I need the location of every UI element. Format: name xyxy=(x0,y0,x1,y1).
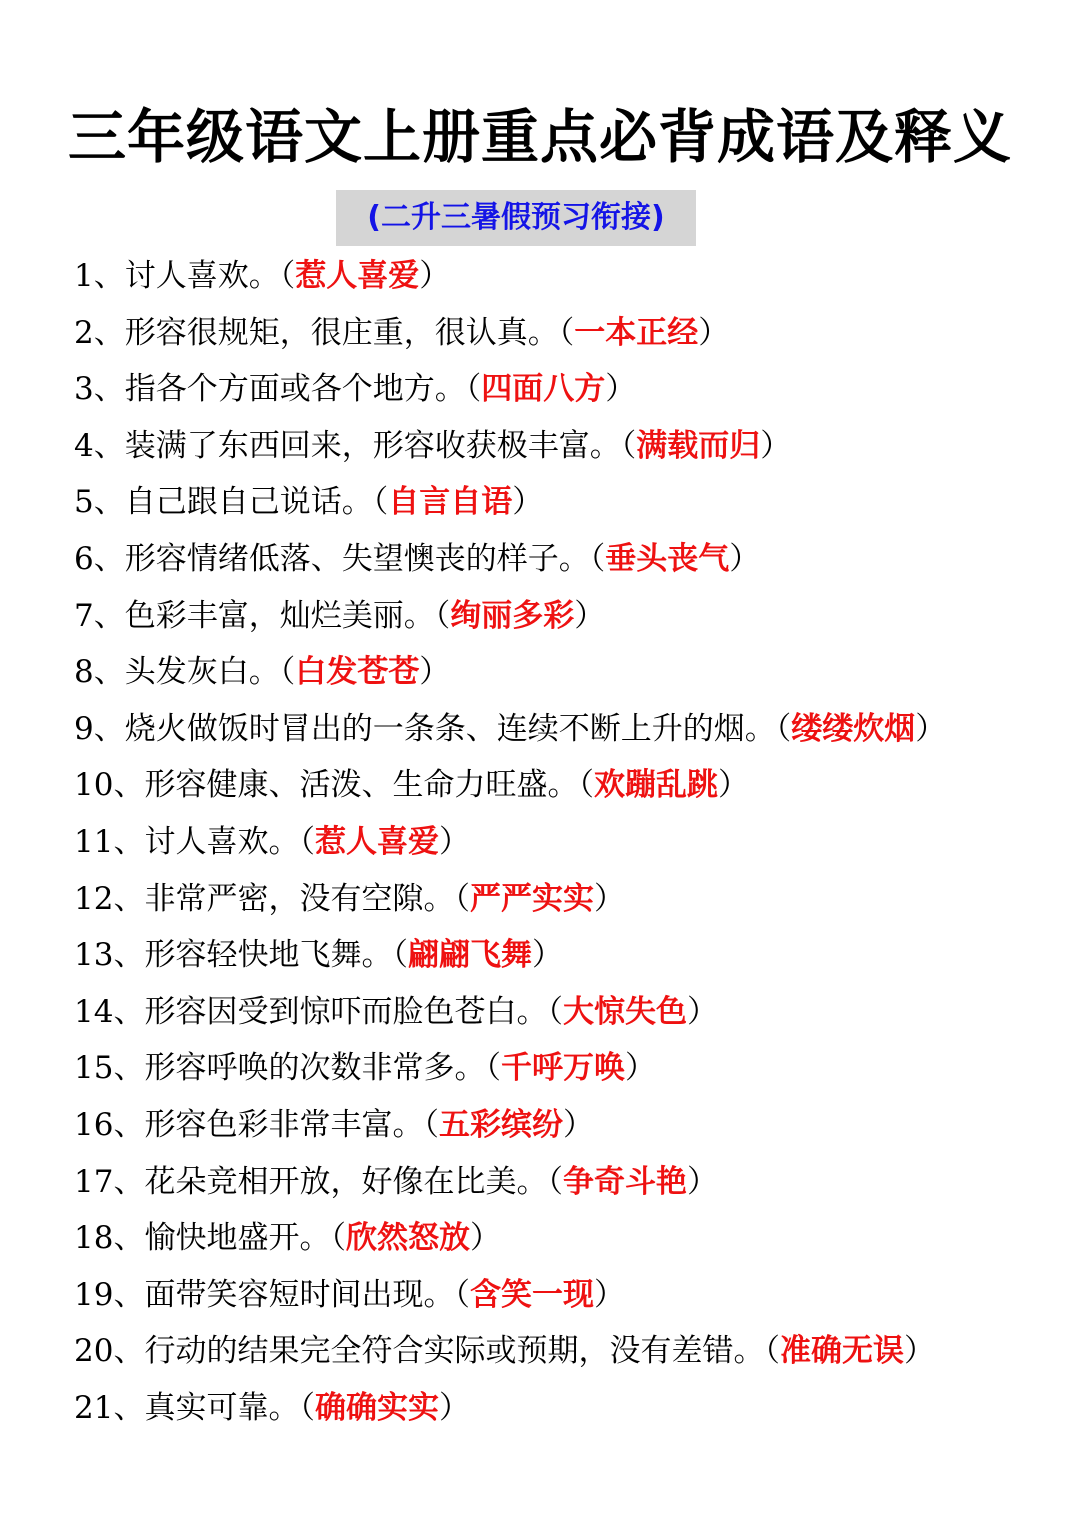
list-item xyxy=(74,248,946,305)
item-number: 17、 xyxy=(74,1163,145,1200)
item-number: 3、 xyxy=(74,371,125,408)
item-definition: 烧火做饭时冒出的一条条、连续不断上升的烟。 xyxy=(124,710,776,747)
close-paren: ） xyxy=(593,1276,625,1313)
item-number: 4、 xyxy=(74,427,125,464)
close-paren: ） xyxy=(729,540,761,577)
item-definition: 形容轻快地飞舞。 xyxy=(144,937,393,974)
item-idiom-answer: 绚丽多彩 xyxy=(450,597,575,634)
item-number: 11、 xyxy=(74,823,145,860)
item-definition: 真实可靠。 xyxy=(144,1389,300,1426)
subtitle-banner: (二升三暑假预习衔接) xyxy=(336,190,696,246)
item-number: 20、 xyxy=(74,1333,145,1370)
item-idiom-answer: 惹人喜爱 xyxy=(314,823,439,860)
item-idiom-answer: 准确无误 xyxy=(779,1333,904,1370)
close-paren: ） xyxy=(419,258,451,294)
item-idiom-answer: 满载而归 xyxy=(636,427,761,464)
item-idiom-answer: 翩翩飞舞 xyxy=(407,937,532,974)
list-item xyxy=(74,814,946,871)
open-paren: （ xyxy=(279,258,296,294)
close-paren: ） xyxy=(562,1106,594,1143)
item-number: 6、 xyxy=(74,540,125,577)
list-item xyxy=(74,418,946,475)
open-paren: （ xyxy=(454,1276,470,1313)
item-idiom-answer: 大惊失色 xyxy=(562,993,687,1030)
item-definition: 形容健康、活泼、生命力旺盛。 xyxy=(144,767,579,804)
item-definition: 头发灰白。 xyxy=(124,654,280,691)
open-paren: （ xyxy=(589,540,606,577)
list-item xyxy=(74,757,946,814)
item-definition: 形容因受到惊吓而脸色苍白。 xyxy=(144,993,548,1030)
item-definition: 讨人喜欢。 xyxy=(124,258,280,294)
close-paren: ） xyxy=(605,371,637,408)
open-paren: （ xyxy=(434,597,451,634)
item-definition: 花朵竞相开放，好像在比美。 xyxy=(144,1163,548,1200)
item-idiom-answer: 自言自语 xyxy=(388,484,513,521)
item-idiom-answer: 五彩缤纷 xyxy=(438,1106,563,1143)
open-paren: （ xyxy=(764,1333,780,1370)
item-definition: 形容呼唤的次数非常多。 xyxy=(144,1050,486,1087)
item-definition: 形容情绪低落、失望懊丧的样子。 xyxy=(124,540,590,577)
item-idiom-answer: 一本正经 xyxy=(574,314,699,351)
item-definition: 行动的结果完全符合实际或预期，没有差错。 xyxy=(144,1333,765,1370)
close-paren: ） xyxy=(438,823,470,860)
item-definition: 装满了东西回来，形容收获极丰富。 xyxy=(124,427,621,464)
close-paren: ） xyxy=(686,1163,718,1200)
item-idiom-answer: 确确实实 xyxy=(314,1389,439,1426)
item-definition: 形容色彩非常丰富。 xyxy=(144,1106,424,1143)
open-paren: （ xyxy=(547,993,563,1030)
close-paren: ） xyxy=(903,1333,935,1370)
open-paren: （ xyxy=(299,823,315,860)
list-item xyxy=(74,927,946,984)
close-paren: ） xyxy=(593,880,625,917)
item-number: 12、 xyxy=(74,880,145,917)
close-paren: ） xyxy=(419,654,451,691)
list-item xyxy=(74,1154,946,1211)
item-idiom-answer: 千呼万唤 xyxy=(500,1050,625,1087)
close-paren: ） xyxy=(915,710,947,747)
item-number: 15、 xyxy=(74,1050,145,1087)
idiom-list xyxy=(74,248,946,1436)
open-paren: （ xyxy=(578,767,594,804)
list-item xyxy=(74,588,946,645)
item-idiom-answer: 缕缕炊烟 xyxy=(791,710,916,747)
close-paren: ） xyxy=(624,1050,656,1087)
item-idiom-answer: 惹人喜爱 xyxy=(295,258,420,294)
item-idiom-answer: 欣然怒放 xyxy=(345,1220,470,1257)
close-paren: ） xyxy=(717,767,749,804)
list-item xyxy=(74,361,946,418)
item-number: 5、 xyxy=(74,484,125,521)
open-paren: （ xyxy=(299,1389,315,1426)
item-idiom-answer: 争奇斗艳 xyxy=(562,1163,687,1200)
list-item xyxy=(74,1267,946,1324)
item-idiom-answer: 垂头丧气 xyxy=(605,540,730,577)
list-item xyxy=(74,871,946,928)
list-item xyxy=(74,474,946,531)
close-paren: ） xyxy=(512,484,544,521)
item-idiom-answer: 四面八方 xyxy=(481,371,606,408)
item-definition: 指各个方面或各个地方。 xyxy=(124,371,466,408)
open-paren: （ xyxy=(372,484,389,521)
item-number: 9、 xyxy=(74,710,125,747)
item-definition: 自己跟自己说话。 xyxy=(124,484,373,521)
close-paren: ） xyxy=(469,1220,501,1257)
item-number: 14、 xyxy=(74,993,145,1030)
item-idiom-answer: 严严实实 xyxy=(469,880,594,917)
close-paren: ） xyxy=(531,937,563,974)
item-definition: 色彩丰富，灿烂美丽。 xyxy=(124,597,435,634)
list-item xyxy=(74,701,946,758)
item-number: 7、 xyxy=(74,597,125,634)
item-idiom-answer: 白发苍苍 xyxy=(295,654,420,691)
item-definition: 讨人喜欢。 xyxy=(144,823,300,860)
open-paren: （ xyxy=(392,937,408,974)
page-title: 三年级语文上册重点必背成语及释义 xyxy=(67,103,1012,171)
item-number: 2、 xyxy=(74,314,125,351)
open-paren: （ xyxy=(485,1050,501,1087)
item-number: 8、 xyxy=(74,654,125,691)
item-number: 18、 xyxy=(74,1220,145,1257)
close-paren: ） xyxy=(574,597,606,634)
list-item xyxy=(74,305,946,362)
list-item xyxy=(74,1380,946,1437)
open-paren: （ xyxy=(423,1106,439,1143)
close-paren: ） xyxy=(438,1389,470,1426)
list-item xyxy=(74,984,946,1041)
item-idiom-answer: 欢蹦乱跳 xyxy=(593,767,718,804)
item-number: 10、 xyxy=(74,767,145,804)
close-paren: ） xyxy=(698,314,730,351)
item-number: 1、 xyxy=(74,258,125,294)
open-paren: （ xyxy=(330,1220,346,1257)
item-idiom-answer: 含笑一现 xyxy=(469,1276,594,1313)
item-number: 21、 xyxy=(74,1389,145,1426)
close-paren: ） xyxy=(686,993,718,1030)
item-definition: 面带笑容短时间出现。 xyxy=(144,1276,455,1313)
list-item xyxy=(74,1040,946,1097)
open-paren: （ xyxy=(547,1163,563,1200)
open-paren: （ xyxy=(454,880,470,917)
item-definition: 愉快地盛开。 xyxy=(144,1220,331,1257)
list-item xyxy=(74,644,946,701)
open-paren: （ xyxy=(558,314,575,351)
close-paren: ） xyxy=(760,427,792,464)
open-paren: （ xyxy=(279,654,296,691)
open-paren: （ xyxy=(465,371,482,408)
list-item xyxy=(74,1323,946,1380)
open-paren: （ xyxy=(620,427,637,464)
open-paren: （ xyxy=(775,710,792,747)
item-number: 13、 xyxy=(74,937,145,974)
list-item xyxy=(74,1097,946,1154)
list-item xyxy=(74,531,946,588)
item-number: 19、 xyxy=(74,1276,145,1313)
item-number: 16、 xyxy=(74,1106,145,1143)
item-definition: 形容很规矩，很庄重，很认真。 xyxy=(124,314,559,351)
item-definition: 非常严密，没有空隙。 xyxy=(144,880,455,917)
list-item xyxy=(74,1210,946,1267)
